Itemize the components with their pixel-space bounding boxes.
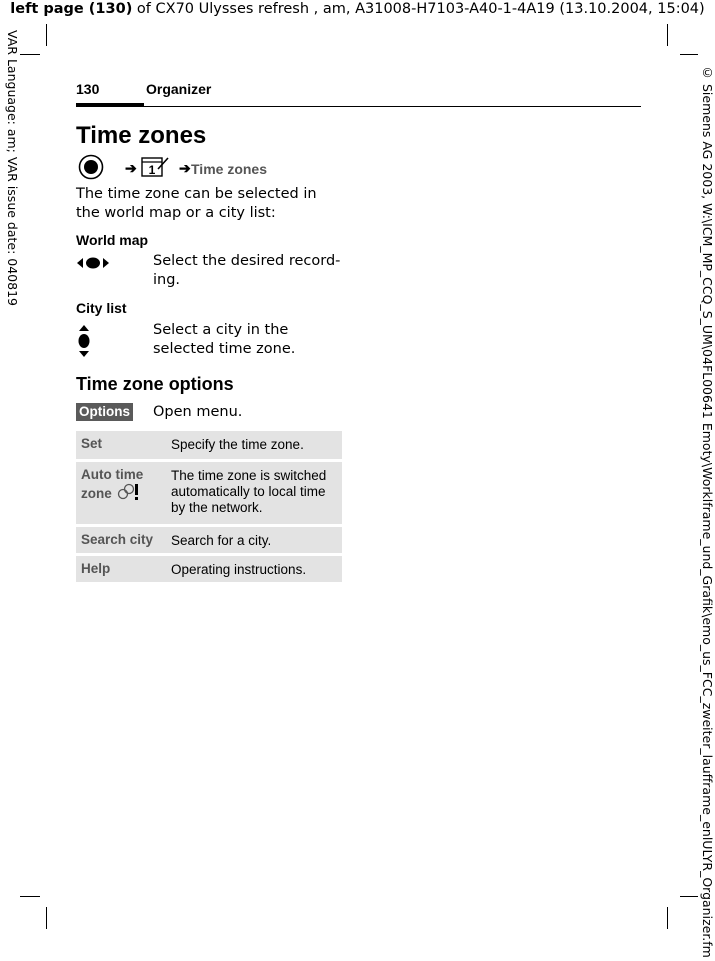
table-row — [76, 462, 342, 524]
page-number: 130 — [76, 81, 100, 97]
nav-arrow-icon: ➔ — [125, 160, 137, 176]
nav-key-icon — [76, 153, 106, 183]
world-map-heading: World map — [76, 232, 149, 248]
nav-arrow-icon-2: ➔ — [179, 160, 191, 176]
city-list-text: Select a city in the selected time zone. — [153, 322, 296, 357]
world-map-text: Select the desired record-ing. — [153, 253, 341, 288]
option-value: The time zone is switched automatically to local time by the network. — [171, 468, 327, 515]
option-value: Search for a city. — [171, 533, 272, 548]
nav-left-right-icon — [76, 256, 110, 270]
table-row — [76, 431, 342, 459]
options-softkey-text: Open menu. — [153, 404, 243, 420]
nav-up-down-icon — [76, 324, 92, 358]
side-label-right: © Siemens AG 2003, W:\ICM_MP_CCQ_S_UM\04FL00641 Emoty\Worklframe_und_Grafik\emo_us_FCC_zweiter_laufframe_enlULYR_Organizer.fm — [700, 65, 715, 958]
options-table — [76, 431, 342, 585]
document-header — [0, 0, 715, 18]
svg-text:1: 1 — [148, 163, 156, 177]
nav-path — [76, 153, 336, 179]
option-key: Set — [81, 436, 103, 451]
table-row — [76, 556, 342, 582]
options-heading: Time zone options — [76, 374, 234, 394]
auto-time-zone-icon — [116, 483, 142, 501]
nav-item-time-zones: Time zones — [191, 161, 267, 177]
running-head-rule — [144, 106, 641, 107]
city-list-heading: City list — [76, 300, 127, 316]
section-name: Organizer — [146, 81, 212, 97]
running-head-rule-thick — [76, 103, 144, 107]
option-key: Auto time zone — [81, 467, 144, 501]
options-softkey[interactable]: Options — [76, 403, 133, 421]
option-value: Specify the time zone. — [171, 437, 304, 452]
intro-text: The time zone can be selected in the world map or a city list: — [76, 186, 317, 221]
header-page-ref: left page (130) — [10, 1, 133, 17]
table-row — [76, 527, 342, 553]
option-key: Help — [81, 561, 111, 576]
side-label-left: VAR Language: am; VAR issue date: 040819 — [5, 30, 20, 306]
page-title: Time zones — [76, 122, 207, 149]
organizer-menu-icon — [140, 155, 170, 179]
header-doc-info: of CX70 Ulysses refresh , am, A31008-H7103-A40-1-4A19 (13.10.2004, 15:04) — [132, 1, 705, 17]
option-value: Operating instructions. — [171, 562, 307, 577]
option-key-auto-time-zone — [76, 462, 171, 524]
option-key: Search city — [81, 532, 154, 547]
